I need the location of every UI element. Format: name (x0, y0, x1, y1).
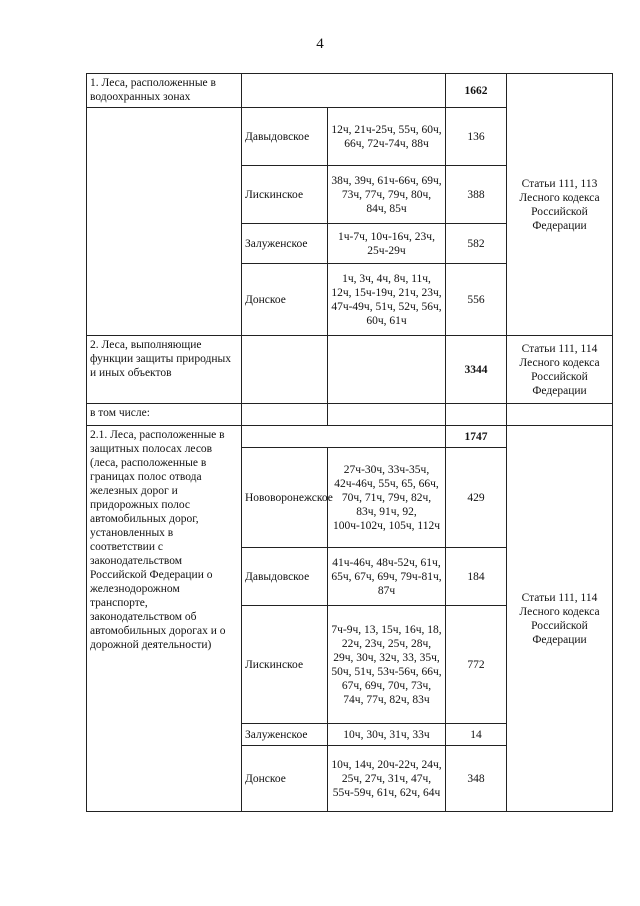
law-reference-cell: Статьи 111, 113 Лесного кодекса Российской Федерации (507, 74, 613, 336)
total-area-cell: 3344 (446, 336, 507, 404)
empty-cell (242, 426, 446, 448)
empty-cell (328, 336, 446, 404)
area-cell: 772 (446, 606, 507, 724)
forestry-cell: Донское (242, 264, 328, 336)
category-cell: 2. Леса, выполняющие функции защиты природных и иных объектов (87, 336, 242, 404)
area-cell: 582 (446, 224, 507, 264)
empty-cell (242, 404, 328, 426)
quarters-cell: 38ч, 39ч, 61ч-66ч, 69ч, 73ч, 77ч, 79ч, 80ч, 84ч, 85ч (328, 166, 446, 224)
category-cell: 2.1. Леса, расположенные в защитных полосах лесов (леса, расположенные в границах полос отвода железных дорог и придорожных полос автомобильных дорог, установленных в соответствии с законодательством Российской Федерации о железнодорожном транспорте, законодательством об автомобильных дорогах и о дорожной деятельности) (87, 426, 242, 812)
forestry-cell: Донское (242, 746, 328, 812)
quarters-cell: 12ч, 21ч-25ч, 55ч, 60ч, 66ч, 72ч-74ч, 88ч (328, 108, 446, 166)
law-reference-cell: Статьи 111, 114 Лесного кодекса Российской Федерации (507, 336, 613, 404)
quarters-cell: 1ч, 3ч, 4ч, 8ч, 11ч, 12ч, 15ч-19ч, 21ч, 23ч, 47ч-49ч, 51ч, 52ч, 56ч, 60ч, 61ч (328, 264, 446, 336)
quarters-cell: 7ч-9ч, 13, 15ч, 16ч, 18, 22ч, 23ч, 25ч, 28ч, 29ч, 30ч, 32ч, 33, 35ч, 50ч, 51ч, 53ч-56ч, 66ч, 67ч, 69ч, 70ч, 73ч, 74ч, 77ч, 82ч, 83ч (328, 606, 446, 724)
table-row (87, 426, 613, 448)
quarters-cell: 10ч, 30ч, 31ч, 33ч (328, 724, 446, 746)
page-number: 4 (316, 36, 324, 52)
area-cell: 14 (446, 724, 507, 746)
empty-cell (507, 404, 613, 426)
total-area-cell: 1747 (446, 426, 507, 448)
empty-cell (446, 404, 507, 426)
empty-cell (87, 108, 242, 336)
category-cell: в том числе: (87, 404, 242, 426)
forestry-cell: Залуженское (242, 724, 328, 746)
quarters-cell: 41ч-46ч, 48ч-52ч, 61ч, 65ч, 67ч, 69ч, 79ч-81ч, 87ч (328, 548, 446, 606)
area-cell: 184 (446, 548, 507, 606)
empty-cell (328, 404, 446, 426)
total-area-cell: 1662 (446, 74, 507, 108)
area-cell: 388 (446, 166, 507, 224)
category-cell: 1. Леса, расположенные в водоохранных зонах (87, 74, 242, 108)
table-row (87, 336, 613, 404)
forestry-cell: Давыдовское (242, 108, 328, 166)
quarters-cell: 27ч-30ч, 33ч-35ч, 42ч-46ч, 55ч, 65, 66ч, 70ч, 71ч, 79ч, 82ч, 83ч, 91ч, 92, 100ч-102ч, 105ч, 112ч (328, 448, 446, 548)
area-cell: 136 (446, 108, 507, 166)
forestry-cell: Давыдовское (242, 548, 328, 606)
forestry-cell: Лискинское (242, 166, 328, 224)
quarters-cell: 10ч, 14ч, 20ч-22ч, 24ч, 25ч, 27ч, 31ч, 47ч, 55ч-59ч, 61ч, 62ч, 64ч (328, 746, 446, 812)
forestry-cell: Нововоронежское (242, 448, 328, 548)
quarters-cell: 1ч-7ч, 10ч-16ч, 23ч, 25ч-29ч (328, 224, 446, 264)
area-cell: 556 (446, 264, 507, 336)
law-reference-cell: Статьи 111, 114 Лесного кодекса Российской Федерации (507, 426, 613, 812)
table-row (87, 74, 613, 108)
forestry-cell: Лискинское (242, 606, 328, 724)
empty-cell (242, 74, 446, 108)
area-cell: 348 (446, 746, 507, 812)
forest-protection-table (86, 73, 613, 812)
empty-cell (242, 336, 328, 404)
area-cell: 429 (446, 448, 507, 548)
forestry-cell: Залуженское (242, 224, 328, 264)
table-row (87, 404, 613, 426)
